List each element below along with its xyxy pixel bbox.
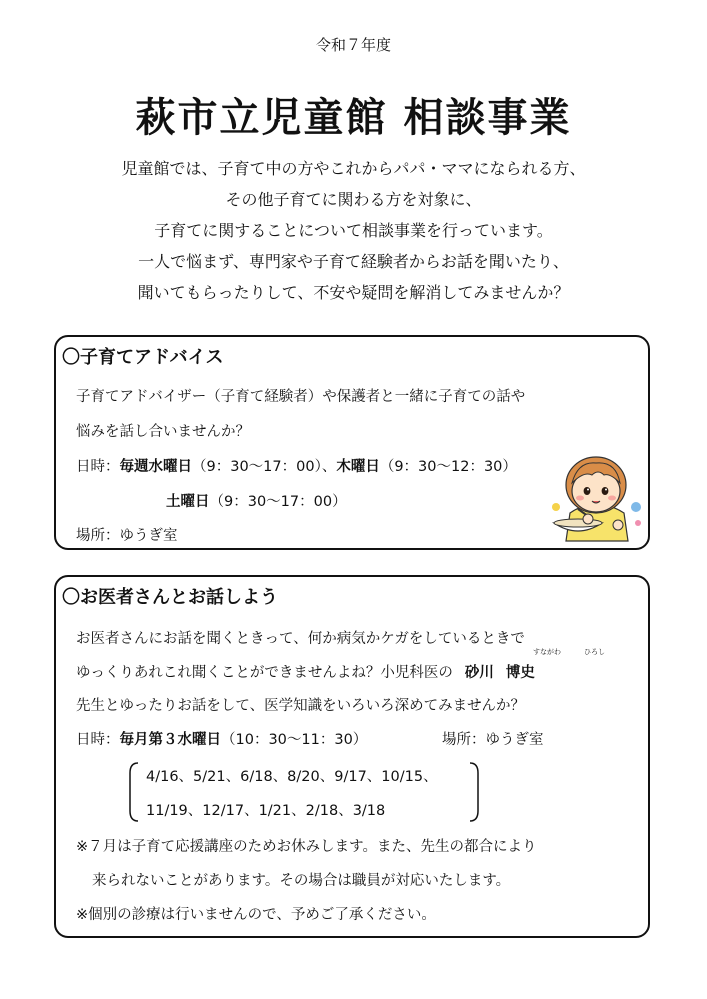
child-eating-illustration <box>548 445 644 545</box>
weekday-thursday: 木曜日 <box>336 459 380 475</box>
advice-body: 悩みを話し合いませんか？ <box>76 424 250 440</box>
doctor-given-name: 博史 <box>505 665 535 681</box>
session-dates: 4/16、5/21、6/18、8/20、9/17、10/15、 <box>146 769 438 785</box>
note-no-consultation: ※個別の診療は行いませんので、予めご了承ください。 <box>76 907 436 923</box>
doctor-schedule <box>76 728 367 749</box>
doctor-body: 先生とゆったりお話をして、医学知識をいろいろ深めてみませんか？ <box>76 698 526 714</box>
time-thursday: （9：30〜12：30） <box>379 459 517 475</box>
time-wednesday: （9：30〜17：00）、 <box>192 459 337 475</box>
advice-schedule <box>76 455 517 476</box>
page-title: 萩市立児童館 相談事業 <box>135 95 572 141</box>
schedule-time: （10：30〜11：30） <box>221 732 368 748</box>
weekday-saturday: 土曜日 <box>166 494 210 510</box>
doctor-body: お医者さんにお話を聞くときって、何か病気かケガをしているときで <box>76 631 525 647</box>
doctor-given-reading: ひろし <box>584 648 605 656</box>
schedule-label: 日時： <box>76 732 120 748</box>
doctor-section <box>54 575 650 938</box>
intro-line: その他子育てに関わる方を対象に、 <box>225 190 482 209</box>
intro-line: 子育てに関することについて相談事業を行っています。 <box>154 221 553 240</box>
doctor-surname: 砂川 <box>464 665 494 681</box>
advice-schedule-saturday <box>166 490 347 511</box>
doctor-body-text: ゆっくりあれこれ聞くことができませんよね？小児科医の <box>76 665 453 681</box>
advice-place: 場所：ゆうぎ室 <box>76 528 178 544</box>
intro-line: 児童館では、子育て中の方やこれからパパ・ママになられる方、 <box>121 159 586 178</box>
time-saturday: （9：30〜17：00） <box>209 494 347 510</box>
advice-section <box>54 335 650 550</box>
note-july: ※７月は子育て応援講座のためお休みします。また、先生の都合により <box>76 839 537 855</box>
intro-line: 聞いてもらったりして、不安や疑問を解消してみませんか？ <box>137 283 570 302</box>
session-dates: 11/19、12/17、1/21、2/18、3/18 <box>146 803 386 819</box>
doctor-place: 場所：ゆうぎ室 <box>442 732 544 748</box>
doctor-surname-reading: すながわ <box>533 648 561 656</box>
intro-line: 一人で悩まず、専門家や子育て経験者からお話を聞いたり、 <box>138 252 569 271</box>
doctor-body <box>76 661 535 682</box>
schedule-day: 毎月第３水曜日 <box>119 732 221 748</box>
doctor-heading: 〇お医者さんとお話しよう <box>62 587 278 608</box>
note-july: 来られないことがあります。その場合は職員が対応いたします。 <box>92 873 511 889</box>
advice-body: 子育てアドバイザー（子育て経験者）や保護者と一緒に子育ての話や <box>76 389 526 405</box>
advice-heading: 〇子育てアドバイス <box>62 347 224 368</box>
weekday-wednesday: 毎週水曜日 <box>119 459 192 475</box>
fiscal-year: 令和７年度 <box>315 36 391 54</box>
schedule-label: 日時： <box>76 459 120 475</box>
